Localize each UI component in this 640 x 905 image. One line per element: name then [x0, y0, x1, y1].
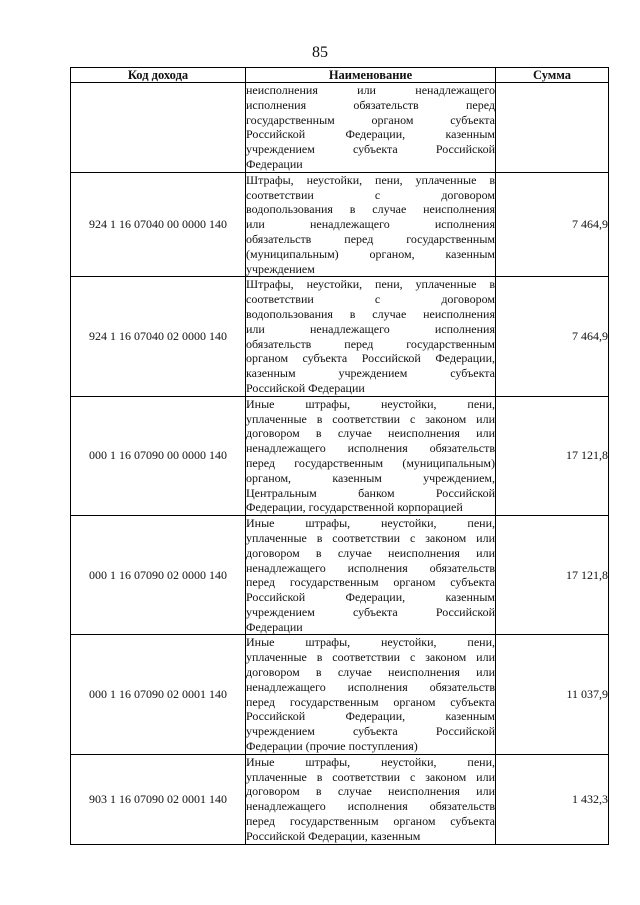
revenue-name-line: учреждением субъекта Российской [246, 604, 495, 619]
revenue-code-cell: 903 1 16 07090 02 0001 140 [71, 754, 246, 844]
revenue-name-line: ненадлежащего исполнения обязательств [246, 441, 495, 456]
revenue-name-line: уплаченные в соответствии с законом или [246, 530, 495, 545]
revenue-name-line: уплаченные в соответствии с законом или [246, 650, 495, 665]
revenue-code-cell: 924 1 16 07040 00 0000 140 [71, 172, 246, 277]
revenue-name-cell [246, 635, 496, 754]
page-number: 85 [312, 44, 328, 61]
revenue-name-line: Федерации [246, 619, 303, 634]
table-body [71, 83, 609, 845]
revenue-name-line: перед государственным органом субъекта [246, 575, 495, 590]
revenue-sum-cell: 7 464,9 [496, 277, 609, 396]
revenue-code-cell: 000 1 16 07090 02 0001 140 [71, 635, 246, 754]
revenue-code-cell [71, 83, 246, 173]
revenue-name-line: Штрафы, неустойки, пени, уплаченные в [246, 172, 495, 187]
revenue-name-line: ненадлежащего исполнения обязательств [246, 799, 495, 814]
revenue-name-line: соответствии с договором [246, 292, 495, 307]
revenue-sum-cell: 1 432,3 [496, 754, 609, 844]
revenue-sum-cell [496, 83, 609, 173]
revenue-name-line: (муниципальным) органом, казенным [246, 246, 495, 261]
table-row [71, 754, 609, 844]
revenue-name-line: органом субъекта Российской Федерации, [246, 351, 495, 366]
revenue-name-line: или ненадлежащего исполнения [246, 217, 495, 232]
header-sum: Сумма [496, 68, 609, 83]
table-row [71, 277, 609, 396]
revenue-name-cell [246, 277, 496, 396]
revenue-name-line: Иные штрафы, неустойки, пени, [246, 754, 495, 769]
revenue-name-line: Штрафы, неустойки, пени, уплаченные в [246, 277, 495, 292]
table-row [71, 83, 609, 173]
revenue-name-line: Российской Федерации, казенным [246, 828, 421, 843]
revenue-name-line: договором в случае неисполнения или [246, 426, 495, 441]
revenue-name-line: договором в случае неисполнения или [246, 665, 495, 680]
revenue-code-cell: 000 1 16 07090 00 0000 140 [71, 396, 246, 515]
revenue-code-cell: 924 1 16 07040 02 0000 140 [71, 277, 246, 396]
table-row [71, 516, 609, 635]
revenue-name-line: учреждением субъекта Российской [246, 724, 495, 739]
revenue-name-line: Российской Федерации, казенным [246, 127, 495, 142]
table-row [71, 396, 609, 515]
header-code: Код дохода [71, 68, 246, 83]
revenue-name-line: казенным учреждением субъекта [246, 366, 495, 381]
revenue-name-line: ненадлежащего исполнения обязательств [246, 679, 495, 694]
revenue-name-line: ненадлежащего исполнения обязательств [246, 560, 495, 575]
revenue-name-cell [246, 396, 496, 515]
revenue-name-line: учреждением [246, 261, 315, 276]
revenue-name-line: Российской Федерации [246, 380, 365, 395]
revenue-name-line: водопользования в случае неисполнения [246, 306, 495, 321]
revenue-name-line: уплаченные в соответствии с законом или [246, 411, 495, 426]
revenue-name-cell [246, 83, 496, 173]
revenue-name-line: договором в случае неисполнения или [246, 784, 495, 799]
revenue-name-line: Российской Федерации, казенным [246, 590, 495, 605]
revenue-name-line: обязательств перед государственным [246, 231, 495, 246]
revenue-table [70, 67, 609, 845]
revenue-name-line: государственным органом субъекта [246, 112, 495, 127]
table-header-row [71, 68, 609, 83]
revenue-name-line: соответствии с договором [246, 187, 495, 202]
revenue-name-cell [246, 754, 496, 844]
revenue-name-line: учреждением субъекта Российской [246, 142, 495, 157]
revenue-sum-cell: 11 037,9 [496, 635, 609, 754]
revenue-name-line: Федерации [246, 156, 303, 171]
revenue-sum-cell: 17 121,8 [496, 516, 609, 635]
revenue-name-line: органом, казенным учреждением, [246, 470, 495, 485]
revenue-name-cell [246, 516, 496, 635]
revenue-name-cell [246, 172, 496, 277]
revenue-name-line: Федерации (прочие поступления) [246, 739, 418, 754]
revenue-name-line: перед государственным (муниципальным) [246, 455, 495, 470]
revenue-name-line: перед государственным органом субъекта [246, 694, 495, 709]
revenue-name-line: Иные штрафы, неустойки, пени, [246, 516, 495, 531]
revenue-name-line: договором в случае неисполнения или [246, 545, 495, 560]
revenue-name-line: обязательств перед государственным [246, 336, 495, 351]
header-name: Наименование [246, 68, 496, 83]
revenue-name-line: исполнения обязательств перед [246, 97, 495, 112]
revenue-name-line: неисполнения или ненадлежащего [246, 83, 495, 97]
revenue-code-cell: 000 1 16 07090 02 0000 140 [71, 516, 246, 635]
table-row [71, 172, 609, 277]
revenue-name-line: уплаченные в соответствии с законом или [246, 769, 495, 784]
revenue-name-line: Российской Федерации, казенным [246, 709, 495, 724]
revenue-name-line: или ненадлежащего исполнения [246, 321, 495, 336]
table-row [71, 635, 609, 754]
revenue-sum-cell: 17 121,8 [496, 396, 609, 515]
revenue-sum-cell: 7 464,9 [496, 172, 609, 277]
revenue-name-line: Иные штрафы, неустойки, пени, [246, 635, 495, 650]
revenue-name-line: Центральным банком Российской [246, 485, 495, 500]
revenue-name-line: водопользования в случае неисполнения [246, 202, 495, 217]
revenue-name-line: перед государственным органом субъекта [246, 814, 495, 829]
revenue-name-line: Федерации, государственной корпорацией [246, 500, 463, 515]
revenue-name-line: Иные штрафы, неустойки, пени, [246, 396, 495, 411]
